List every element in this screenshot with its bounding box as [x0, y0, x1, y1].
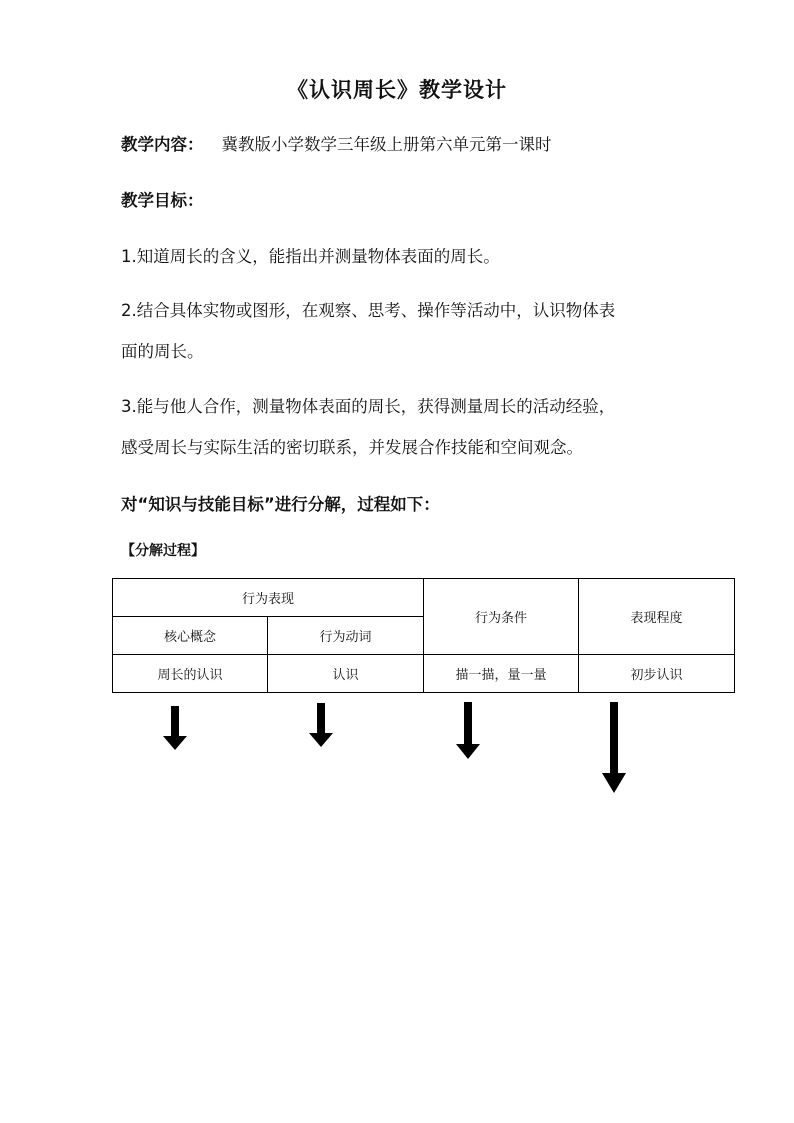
objective-line-1: 1.知道周长的含义，能指出并测量物体表面的周长。 — [121, 247, 500, 266]
objective-line-2: 2.结合具体实物或图形，在观察、思考、操作等活动中，认识物体表 — [121, 301, 616, 320]
header-action-verb: 行为动词 — [268, 617, 424, 655]
down-arrow-icon — [163, 706, 187, 750]
teaching-content-value: 冀教版小学数学三年级上册第六单元第一课时 — [221, 135, 552, 154]
decomposition-table — [112, 578, 735, 693]
objectives-heading: 教学目标： — [121, 191, 204, 210]
objective-line-3-continued: 感受周长与实际生活的密切联系，并发展合作技能和空间观念。 — [121, 438, 583, 457]
header-core-concept: 核心概念 — [113, 617, 268, 655]
cell-behavior-condition: 描一描，量一量 — [424, 655, 579, 693]
table-row — [113, 579, 735, 617]
page-title: 《认识周长》教学设计 — [287, 78, 507, 102]
down-arrow-icon — [309, 703, 333, 747]
header-performance-level: 表现程度 — [579, 579, 735, 655]
objective-line-3: 3.能与他人合作，测量物体表面的周长，获得测量周长的活动经验， — [121, 397, 616, 416]
teaching-content-line — [121, 131, 552, 155]
cell-core-concept: 周长的认识 — [113, 655, 268, 693]
header-behavior-condition: 行为条件 — [424, 579, 579, 655]
header-behavior-expression: 行为表现 — [113, 579, 424, 617]
table-row — [113, 655, 735, 693]
down-arrow-icon — [456, 702, 480, 759]
cell-performance-level: 初步认识 — [579, 655, 735, 693]
down-arrow-icon — [602, 702, 626, 793]
process-label: 【分解过程】 — [121, 543, 205, 559]
decomposition-heading: 对“知识与技能目标”进行分解，过程如下： — [121, 495, 440, 514]
teaching-content-label: 教学内容： — [121, 135, 204, 154]
cell-action-verb: 认识 — [268, 655, 424, 693]
objective-line-2-continued: 面的周长。 — [121, 342, 204, 361]
